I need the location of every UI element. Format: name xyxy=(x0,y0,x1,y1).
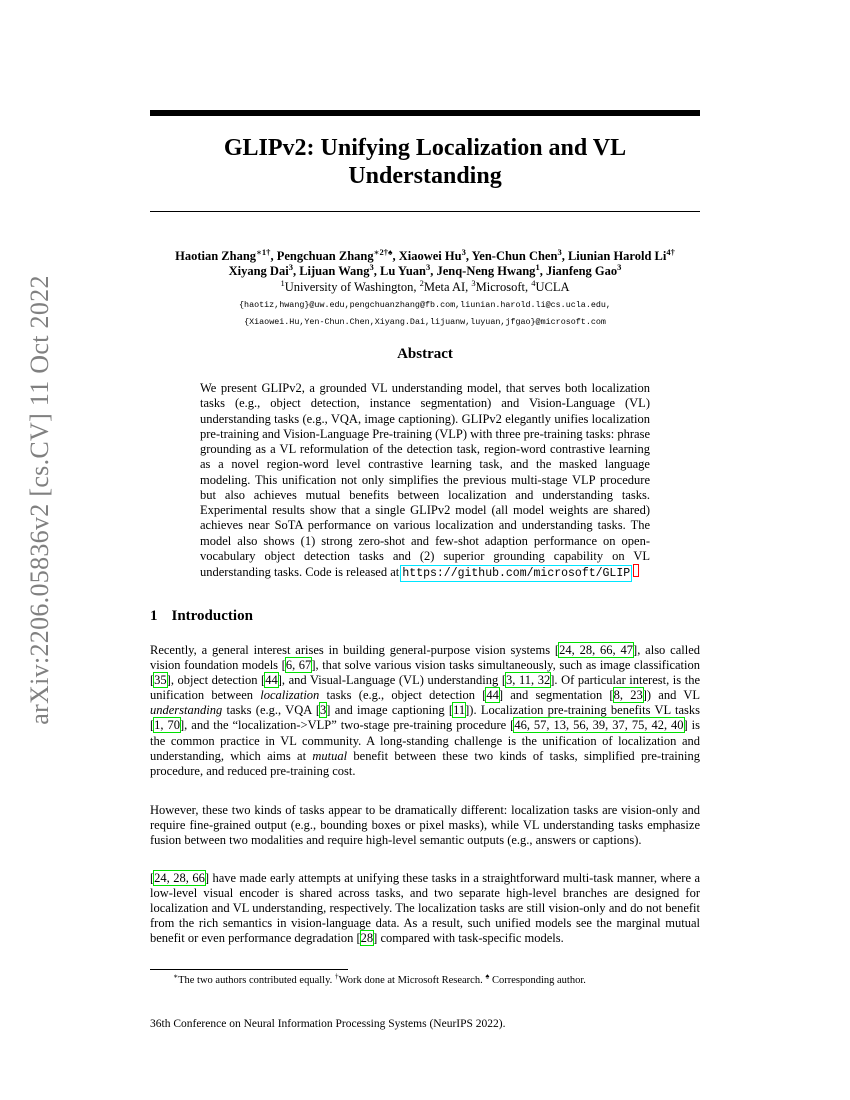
paper-title xyxy=(150,134,700,190)
text: ], also called vision foundation models [ xyxy=(150,643,701,673)
text: tasks (e.g., object detection [ xyxy=(319,688,487,703)
citation-link[interactable]: 46, 57, 13, 56, 39, 37, 75, 42, 40 xyxy=(514,718,684,733)
footnote-text: Corresponding author. xyxy=(489,975,586,986)
author-mark: 3 xyxy=(369,261,374,272)
author: Liunian Harold Li xyxy=(567,249,667,263)
intro-paragraph-3 xyxy=(150,871,700,946)
text: ] have made early attempts at unifying these tasks in a straightforward multi-task manner, where a low-level visual encoder is shared across tasks, and two separate high-level branches are designed for localization and VL understanding, respectively. The localization tasks are still vision-only and do not benefit from the rich semantics in vision-language data. As a result, such unified models see the marginal mutual benefit or even performance degradation [ xyxy=(150,871,701,946)
author-mark: 3 xyxy=(461,246,466,257)
author: Lijuan Wang xyxy=(299,264,370,278)
author-mark: ∗1† xyxy=(256,246,271,257)
code-link[interactable]: https://github.com/microsoft/GLIP xyxy=(402,567,631,580)
intro-paragraph-2: However, these two kinds of tasks appear to be dramatically different: localization tasks are vision-only and require fine-grained output (e.g., bounding boxes or pixel masks), while VL understanding tasks emphasize fusion between two modalities and require high-level semantic outputs (e.g., answers or captions). xyxy=(150,803,700,848)
citation-link[interactable]: 1, 70 xyxy=(154,718,181,733)
section-heading xyxy=(150,608,253,625)
author-line-2: Xiyang Dai$^3$, Lijuan Wang$^3$, Lu Yuan$^3$, Jenq-Neng Hwang$^1$, Jianfeng Gao$^3$ xyxy=(228,261,622,278)
abstract-body xyxy=(200,381,650,581)
footnote-rule xyxy=(150,969,348,970)
citation-link[interactable]: 11 xyxy=(453,703,466,718)
footnote-mark: ♠ xyxy=(485,971,490,981)
abstract-text: We present GLIPv2, a grounded VL understanding model, that serves both localization tasks (e.g., object detection, instance segmentation) and Vision-Language (VL) understanding tasks (e.g., VQA, image captioning). GLIPv2 elegantly unifies localization pre-training and Vision-Language Pre-training (VLP) with three pre-training tasks: phrase grounding as a VL reformulation of the detection task, region-word contrastive learning as a novel region-word level contrastive learning task, and the masked language modeling. This unification not only simplifies the previous multi-stage VLP procedure but also achieves mutual benefits between localization and understanding tasks. Experimental results show that a single GLIPv2 model (all model weights are shared) achieves near SoTA performance on various localization and understanding tasks. The model also shows (1) strong zero-shot and few-shot adaption performance on open-vocabulary object detection tasks and (2) superior grounding capability on VL understanding tasks. Code is released at xyxy=(200,381,650,579)
text: ]. Of particular interest, is the unification between xyxy=(150,673,700,703)
text: ], and the “localization->VLP” two-stage pre-training procedure [ xyxy=(180,718,515,733)
footnote-mark: ∗ xyxy=(173,971,179,981)
citation-link[interactable]: 44 xyxy=(486,688,499,703)
title-line-1: GLIPv2: Unifying Localization and VL xyxy=(223,135,627,161)
affil-mark: 2 xyxy=(419,277,424,288)
footnote-text: Work done at Microsoft Research. xyxy=(338,975,486,986)
email-line-2: {Xiaowei.Hu,Yen-Chun.Chen,Xiyang.Dai,lijuanw,luyuan,jfgao}@microsoft.com xyxy=(244,317,606,327)
text: ]) and VL xyxy=(642,688,701,703)
text: ], object detection [ xyxy=(166,673,266,688)
text: ] and image captioning [ xyxy=(326,703,454,718)
author-mark: 3 xyxy=(425,261,431,272)
citation-link[interactable]: 3, 11, 32 xyxy=(506,673,551,688)
section-number: 1 xyxy=(150,608,158,624)
author-mark: 1 xyxy=(535,261,540,272)
affiliations xyxy=(150,277,700,295)
author-list xyxy=(150,246,700,279)
citation-link[interactable]: 35 xyxy=(154,673,167,688)
author: Lu Yuan xyxy=(379,264,426,278)
author: Haotian Zhang xyxy=(175,249,257,263)
citation-link[interactable]: 28 xyxy=(360,931,374,946)
title-rule-bottom xyxy=(150,211,700,212)
citation-link[interactable]: 24, 28, 66, 47 xyxy=(559,643,634,657)
abstract-heading: Abstract xyxy=(397,346,453,362)
text: Recently, a general interest arises in building general-purpose vision systems [ xyxy=(150,643,560,657)
author: Pengchuan Zhang xyxy=(276,249,374,263)
arxiv-id: arXiv:2206.05836v2 [cs.CV] 11 Oct 2022 xyxy=(25,275,54,725)
text: benefit between these two kinds of tasks, simplified pre-training procedure, and reduced pre-training cost. xyxy=(150,748,701,778)
footnote-link-box[interactable] xyxy=(633,564,639,577)
affil-name: Microsoft, xyxy=(475,280,532,294)
email-line-1: {haotiz,hwang}@uw.edu,pengchuanzhang@fb.com,liunian.harold.li@cs.ucla.edu, xyxy=(239,300,611,310)
title-rule-top xyxy=(150,110,700,116)
text: ] compared with task-specific models. xyxy=(373,931,564,946)
author: Xiyang Dai xyxy=(228,264,289,278)
citation-link[interactable]: 3 xyxy=(320,703,327,718)
affil-mark: 4 xyxy=(531,277,536,288)
citation-link[interactable]: 8, 23 xyxy=(613,688,643,703)
author-mark: 3 xyxy=(557,246,562,257)
author-mark: ∗2†♠ xyxy=(373,246,393,257)
citation-link[interactable]: 44 xyxy=(265,673,278,688)
text: [ xyxy=(150,871,155,885)
emphasis: mutual xyxy=(312,748,348,763)
affil-name: Meta AI, xyxy=(423,280,472,294)
emphasis: understanding xyxy=(150,703,223,718)
emphasis: localization xyxy=(260,688,320,703)
affil-mark: 3 xyxy=(471,277,476,288)
footnote-mark: † xyxy=(334,971,339,981)
text: ], that solve various vision tasks simultaneously, such as image classification [ xyxy=(150,658,700,688)
citation-link[interactable]: 6, 67 xyxy=(285,658,312,673)
author: Jianfeng Gao xyxy=(545,264,618,278)
citation-link[interactable]: 24, 28, 66 xyxy=(154,871,205,885)
author-mark: 4† xyxy=(666,246,675,257)
text: ], and Visual-Language (VL) understanding [ xyxy=(277,673,507,688)
author: Jenq-Neng Hwang xyxy=(436,264,536,278)
text: ] and segmentation [ xyxy=(498,688,614,703)
footnote-text: The two authors contributed equally. xyxy=(178,975,335,986)
affil-name: University of Washington, xyxy=(284,280,420,294)
text: tasks (e.g., VQA [ xyxy=(222,703,321,718)
author: Xiaowei Hu xyxy=(398,249,462,263)
text: ] is the common practice in VL community. A long-standing challenge is the unification of localization and understanding, which aims at xyxy=(150,718,701,763)
footnote xyxy=(150,971,700,986)
author: Yen-Chun Chen xyxy=(471,249,558,263)
title-line-2: Understanding xyxy=(348,163,502,189)
author-mark: 3 xyxy=(617,261,622,272)
affil-mark: 1 xyxy=(280,277,285,288)
intro-paragraph-1 xyxy=(150,643,700,779)
conference-note: 36th Conference on Neural Information Processing Systems (NeurIPS 2022). xyxy=(150,1018,506,1030)
arxiv-stamp xyxy=(20,275,60,725)
section-title: Introduction xyxy=(171,608,253,624)
affil-name: UCLA xyxy=(535,280,570,294)
author-line-1: Haotian Zhang$^{∗1\dagger}$, Pengchuan Zhang$^{∗2\dagger♠}$, Xiaowei Hu$^3$, Yen-Chun Chen$^3$, Liunian Harold $Li^{4\dagger}$ xyxy=(175,246,675,263)
author-mark: 3 xyxy=(288,261,293,272)
text: ]). Localization pre-training benefits VL tasks [ xyxy=(150,703,701,733)
